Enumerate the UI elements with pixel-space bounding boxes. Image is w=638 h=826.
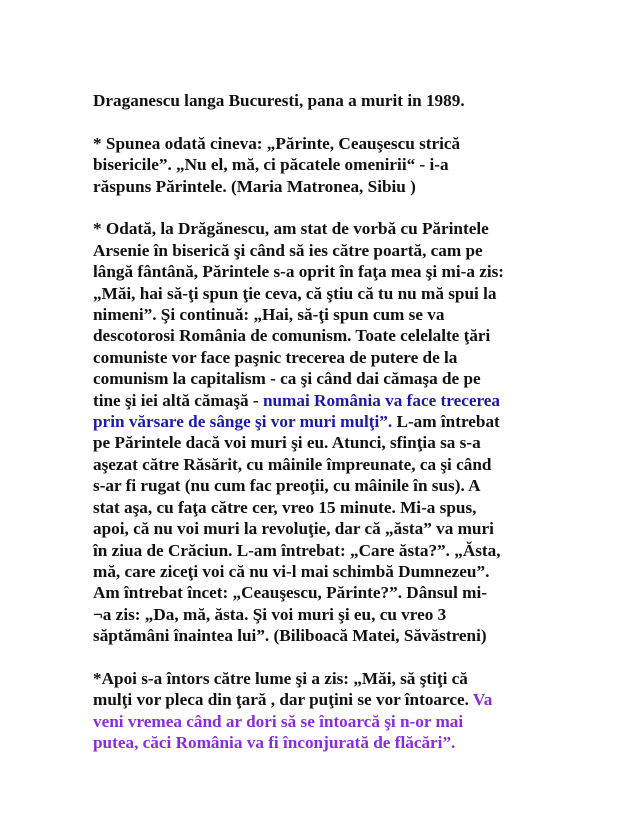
document-page — [93, 90, 553, 775]
text-line — [93, 261, 553, 282]
highlighted-text-segment: veni vremea când ar dori să se întoarcă şi n-or mai — [93, 711, 464, 731]
text-line — [93, 325, 553, 346]
text-segment: nimeni”. Şi continuă: „Hai, să-ţi spun cum se va — [93, 305, 445, 325]
text-line — [93, 133, 553, 154]
text-segment: Draganescu langa Bucuresti, pana a murit in 1989. — [93, 91, 465, 110]
text-line — [93, 518, 553, 539]
text-line — [93, 154, 553, 175]
highlighted-text-segment: putea, căci România va fi înconjurată de flăcări”. — [93, 733, 456, 753]
text-line — [93, 604, 553, 625]
text-segment: mă, care ziceţi voi că nu vi-l mai schimbă Dumnezeu”. — [93, 561, 490, 581]
text-segment: în ziua de Crăciun. L-am întrebat: „Care ăsta?”. „Ăsta, — [93, 540, 501, 560]
text-line — [93, 475, 553, 496]
text-segment: mulţi vor pleca din ţară , dar puţini se vor întoarce. — [93, 690, 473, 710]
text-segment: * Spunea odată cineva: „Părinte, Ceauşescu strică — [93, 133, 461, 153]
text-segment: Am întrebat încet: „Ceauşescu, Părinte?”. Dânsul mi- — [93, 583, 488, 603]
text-line — [93, 668, 553, 689]
text-segment: * Odată, la Drăgănescu, am stat de vorbă cu Părintele — [93, 219, 489, 239]
paragraph-list — [93, 90, 553, 754]
text-segment: apoi, că nu voi muri la revoluţie, dar că „ăsta” va muri — [93, 519, 494, 539]
text-segment: pe Părintele dacă voi muri şi eu. Atunci, sfinţia sa s-a — [93, 433, 481, 453]
text-line — [93, 368, 553, 389]
text-line — [93, 561, 553, 582]
paragraph-intro — [93, 90, 553, 111]
text-line — [93, 411, 553, 432]
text-line — [93, 540, 553, 561]
text-line — [93, 497, 553, 518]
text-line — [93, 218, 553, 239]
text-line — [93, 347, 553, 368]
text-segment: răspuns Părintele. (Maria Matronea, Sibiu ) — [93, 176, 416, 196]
text-line — [93, 432, 553, 453]
text-segment: descotorosi România de comunism. Toate celelalte ţări — [93, 326, 491, 346]
text-line — [93, 625, 553, 646]
text-segment: săptămâni înaintea lui”. (Biliboacă Matei, Săvăstreni) — [93, 626, 487, 646]
text-segment: L-am întrebat — [392, 412, 500, 432]
text-line — [93, 732, 553, 753]
text-segment: s-ar fi rugat (nu cum fac preoţii, cu mâinile în sus). A — [93, 476, 481, 496]
text-segment: stat aşa, cu faţa către cer, vreo 15 minute. Mi-a spus, — [93, 497, 477, 517]
text-line — [93, 390, 553, 411]
text-segment: „Măi, hai să-ţi spun ţie ceva, că ştiu că tu nu mă spui la — [93, 283, 497, 303]
text-segment: bisericile”. „Nu el, mă, ci păcatele omenirii“ - i-a — [93, 155, 449, 175]
text-segment: lângă fântână, Părintele s-a oprit în faţa mea şi mi-a zis: — [93, 262, 505, 282]
text-line — [93, 454, 553, 475]
text-line — [93, 90, 553, 111]
highlighted-text-segment: Va — [472, 690, 493, 710]
text-segment: *Apoi s-a întors către lume şi a zis: „Măi, să ştiţi că — [93, 668, 468, 688]
text-line — [93, 689, 553, 710]
text-segment: aşezat către Răsărit, cu mâinile împreunate, ca şi când — [93, 454, 492, 474]
text-line — [93, 711, 553, 732]
paragraph-anecdote-3 — [93, 668, 553, 754]
highlighted-text-segment: numai România va face trecerea — [262, 390, 501, 410]
text-segment: tine şi iei altă cămaşă - — [93, 390, 263, 410]
text-line — [93, 283, 553, 304]
text-line — [93, 304, 553, 325]
text-segment: comunism la capitalism - ca şi când dai cămaşa de pe — [93, 369, 481, 389]
highlighted-text-segment: prin vărsare de sânge şi vor muri mulţi”. — [93, 412, 393, 432]
paragraph-anecdote-2 — [93, 218, 553, 646]
text-line — [93, 582, 553, 603]
paragraph-anecdote-1 — [93, 133, 553, 197]
text-segment: comuniste vor face paşnic trecerea de putere de la — [93, 347, 458, 367]
text-line — [93, 240, 553, 261]
text-line — [93, 176, 553, 197]
text-segment: Arsenie în biserică şi când să ies către poartă, cam pe — [93, 240, 483, 260]
text-segment: ¬a zis: „Da, mă, ăsta. Şi voi muri şi eu, cu vreo 3 — [93, 604, 447, 624]
